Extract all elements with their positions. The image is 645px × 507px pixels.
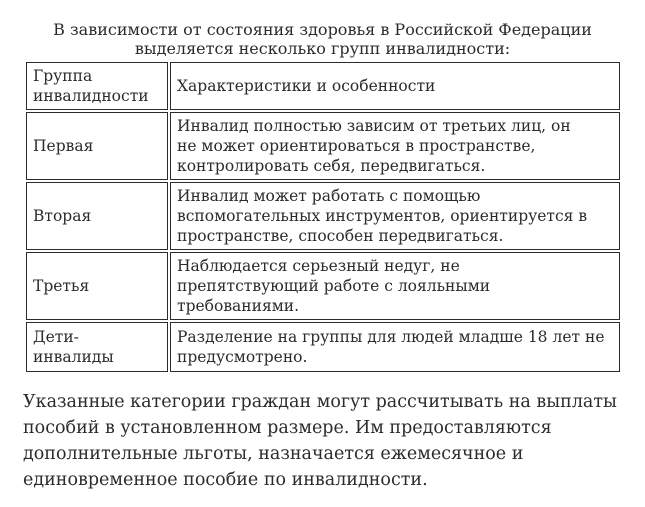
paragraph-line: дополнительные льготы, назначается ежемесячное и (23, 444, 524, 464)
group-cell-second: Вторая (26, 182, 168, 250)
group-cell-third: Третья (26, 252, 168, 320)
table-row (26, 182, 620, 250)
table-row (26, 112, 620, 180)
table-caption (0, 20, 645, 58)
paragraph-line: пособий в установленном размере. Им предоставляются (23, 418, 552, 438)
characteristics-cell-children (170, 322, 620, 372)
text-line: Инвалид полностью зависим от третьих лиц, он (177, 117, 571, 135)
table-header-row (26, 62, 620, 110)
header-group-cell (26, 62, 168, 110)
characteristics-cell-first (170, 112, 620, 180)
text-line: препятствующий работе с лояльными (177, 277, 491, 295)
header-characteristics-cell: Характеристики и особенности (170, 62, 620, 110)
text-line: требованиями. (177, 297, 300, 315)
text-line: не может ориентироваться в пространстве, (177, 137, 536, 155)
caption-line-1: В зависимости от состояния здоровья в Российской Федерации (53, 20, 592, 39)
table-row (26, 252, 620, 320)
group-cell-children (26, 322, 168, 372)
text-line: Разделение на группы для людей младше 18 лет не (177, 328, 605, 346)
text-line: Наблюдается серьезный недуг, не (177, 257, 460, 275)
text-line: контролировать себя, передвигаться. (177, 157, 486, 175)
group-line-1: Дети- (33, 328, 79, 346)
text-line: пространстве, способен передвигаться. (177, 227, 504, 245)
header-group-line-2: инвалидности (33, 87, 149, 105)
disability-groups-table (24, 60, 622, 374)
group-line-2: инвалиды (33, 348, 114, 366)
caption-line-2: выделяется несколько групп инвалидности: (134, 39, 511, 58)
body-paragraph (23, 389, 623, 493)
paragraph-line: единовременное пособие по инвалидности. (23, 470, 428, 490)
characteristics-cell-second (170, 182, 620, 250)
text-line: предусмотрено. (177, 348, 308, 366)
text-line: Инвалид может работать с помощью (177, 187, 481, 205)
text-line: вспомогательных инструментов, ориентируется в (177, 207, 588, 225)
characteristics-cell-third (170, 252, 620, 320)
table-row (26, 322, 620, 372)
group-cell-first: Первая (26, 112, 168, 180)
header-group-line-1: Группа (33, 67, 93, 85)
paragraph-line: Указанные категории граждан могут рассчитывать на выплаты (23, 392, 617, 412)
